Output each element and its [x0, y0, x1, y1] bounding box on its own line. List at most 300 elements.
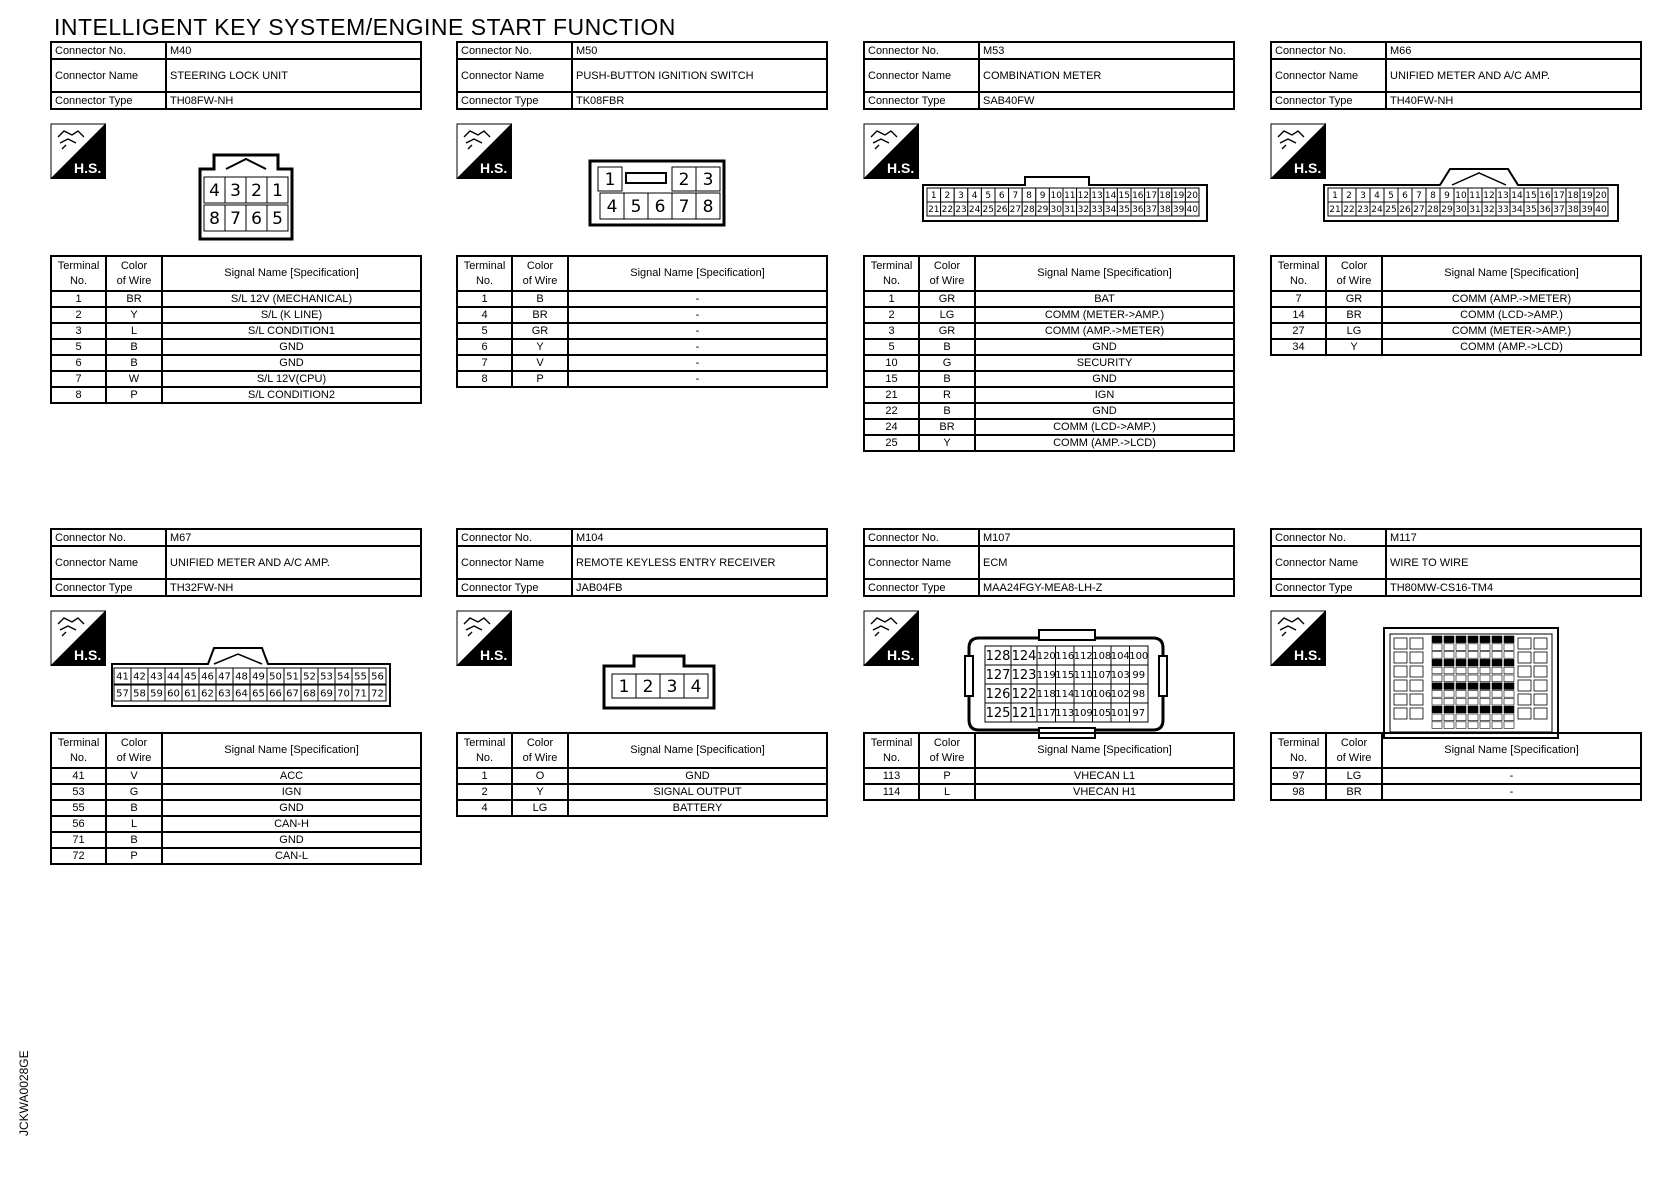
pin-label: 45 — [184, 671, 197, 683]
header-value-no: M117 — [1386, 529, 1641, 546]
pin-label: 114 — [1055, 689, 1075, 701]
col-signal: Signal Name [Specification] — [162, 733, 421, 768]
pin-label: 19 — [1172, 191, 1185, 202]
col-label: of Wire — [116, 751, 152, 764]
header-value-name: UNIFIED METER AND A/C AMP. — [166, 546, 421, 579]
hs-label: H.S. — [887, 647, 915, 663]
pin-label: 16 — [1539, 191, 1551, 202]
cell-terminal: 4 — [457, 800, 512, 816]
col-label: No. — [1289, 274, 1308, 287]
terminal-table — [863, 732, 1235, 801]
cell-signal: COMM (METER->AMP.) — [1382, 323, 1641, 339]
header-label: Connector Name — [864, 59, 979, 92]
pin-label: 15 — [1525, 191, 1537, 202]
cell-signal: CAN-L — [162, 848, 421, 864]
hs-label: H.S. — [480, 160, 508, 176]
pin-label: 28 — [1023, 205, 1035, 216]
pin-label: 59 — [150, 688, 163, 700]
cell-color: GR — [919, 323, 975, 339]
cell-signal: S/L 12V(CPU) — [162, 371, 421, 387]
col-label: of Wire — [116, 274, 152, 287]
cell-terminal: 2 — [864, 307, 919, 323]
cell-terminal: 7 — [457, 355, 512, 371]
pin-label: 42 — [133, 671, 146, 683]
header-label: Connector No. — [51, 529, 166, 546]
col-terminal-no — [864, 733, 919, 768]
cell-color: LG — [1326, 768, 1382, 784]
header-label: Connector Name — [51, 546, 166, 579]
col-terminal-no — [1271, 256, 1326, 291]
table-row — [864, 768, 1234, 784]
pin-label: 56 — [371, 671, 384, 683]
cell-color: L — [106, 816, 162, 832]
cell-color: BR — [1326, 784, 1382, 800]
pin-label: 34 — [1511, 205, 1523, 216]
table-row — [457, 784, 827, 800]
pin-label: 27 — [1413, 205, 1425, 216]
harness-side-icon — [863, 123, 919, 179]
table-row — [457, 307, 827, 323]
terminal-table — [1270, 255, 1642, 356]
table-row — [864, 371, 1234, 387]
table-row — [51, 307, 421, 323]
table-row — [1271, 323, 1641, 339]
pin-label: 2 — [642, 677, 654, 698]
connector-header — [863, 528, 1235, 597]
cell-signal: VHECAN H1 — [975, 784, 1234, 800]
pin-label: 12 — [1483, 191, 1495, 202]
pin-label: 23 — [955, 205, 967, 216]
table-row — [1271, 784, 1641, 800]
cell-terminal: 7 — [1271, 291, 1326, 307]
header-value-no: M66 — [1386, 42, 1641, 59]
cell-color: BR — [106, 291, 162, 307]
pin-label: 21 — [928, 205, 940, 216]
col-label: Color — [933, 736, 961, 749]
col-label: Color — [933, 259, 961, 272]
pin-label: 62 — [201, 688, 214, 700]
pin-label: 72 — [371, 688, 384, 700]
cell-signal: GND — [975, 403, 1234, 419]
cell-terminal: 2 — [457, 784, 512, 800]
cell-terminal: 1 — [457, 768, 512, 784]
table-row — [51, 816, 421, 832]
cell-color: GR — [919, 291, 975, 307]
harness-side-icon — [863, 610, 919, 666]
pin-label: 48 — [235, 671, 248, 683]
harness-side-icon — [1270, 610, 1326, 666]
terminal-table — [456, 255, 828, 388]
pin-label: 15 — [1118, 191, 1130, 202]
cell-signal: VHECAN L1 — [975, 768, 1234, 784]
col-color — [919, 256, 975, 291]
pin-label: 20 — [1595, 191, 1607, 202]
cell-signal: GND — [162, 339, 421, 355]
pin-label: 13 — [1497, 191, 1509, 202]
pin-label: 11 — [1064, 191, 1076, 202]
cell-terminal: 34 — [1271, 339, 1326, 355]
pin-label: 49 — [252, 671, 265, 683]
cell-color: B — [106, 355, 162, 371]
pin-label: 99 — [1132, 670, 1146, 682]
connector-block-m67 — [50, 528, 422, 862]
cell-terminal: 21 — [864, 387, 919, 403]
cell-color: Y — [919, 435, 975, 451]
pin-label: 112 — [1073, 651, 1093, 663]
pin-label: 39 — [1581, 205, 1593, 216]
cell-terminal: 114 — [864, 784, 919, 800]
cell-terminal: 1 — [457, 291, 512, 307]
cell-terminal: 53 — [51, 784, 106, 800]
terminal-table — [50, 732, 422, 865]
pin-label: 5 — [630, 197, 642, 218]
pin-label: 3 — [1360, 191, 1366, 202]
pin-label: 37 — [1553, 205, 1565, 216]
header-label: Connector Type — [457, 579, 572, 596]
pin-label: 118 — [1036, 689, 1056, 701]
cell-color: BR — [1326, 307, 1382, 323]
table-row — [51, 339, 421, 355]
header-value-name: PUSH-BUTTON IGNITION SWITCH — [572, 59, 827, 92]
pin-label: 22 — [941, 205, 954, 216]
pin-label: 32 — [1077, 205, 1090, 216]
table-row — [864, 355, 1234, 371]
cell-terminal: 14 — [1271, 307, 1326, 323]
table-row — [1271, 768, 1641, 784]
col-label: No. — [882, 751, 901, 764]
pin-label: 11 — [1469, 191, 1481, 202]
pin-label: 10 — [1455, 191, 1467, 202]
pin-label: 125 — [985, 706, 1011, 722]
cell-signal: COMM (AMP.->LCD) — [1382, 339, 1641, 355]
col-label: Terminal — [57, 736, 100, 749]
pin-label: 102 — [1110, 689, 1130, 701]
table-row — [1271, 307, 1641, 323]
pin-label: 53 — [320, 671, 333, 683]
col-terminal-no — [864, 256, 919, 291]
pin-label: 127 — [985, 668, 1011, 684]
pin-label: 2 — [944, 191, 951, 202]
col-label: No. — [1289, 751, 1308, 764]
col-label: of Wire — [522, 751, 558, 764]
connector-header — [456, 528, 828, 597]
pin-label: 17 — [1553, 191, 1565, 202]
header-label: Connector Type — [1271, 579, 1386, 596]
pin-label: 41 — [116, 671, 129, 683]
pin-label: 43 — [150, 671, 163, 683]
connector-header — [1270, 41, 1642, 110]
pin-label: 67 — [286, 688, 299, 700]
pin-label: 24 — [968, 205, 981, 216]
pin-label: 65 — [252, 688, 265, 700]
pin-label: 36 — [1539, 205, 1551, 216]
pin-label: 61 — [184, 688, 197, 700]
pin-label: 2 — [1346, 191, 1352, 202]
cell-signal: COMM (AMP.->METER) — [975, 323, 1234, 339]
pin-label: 57 — [116, 688, 129, 700]
pin-label: 40 — [1186, 205, 1198, 216]
col-signal: Signal Name [Specification] — [1382, 256, 1641, 291]
pin-label: 111 — [1073, 670, 1093, 682]
header-value-type: MAA24FGY-MEA8-LH-Z — [979, 579, 1234, 596]
header-label: Connector Type — [51, 579, 166, 596]
pin-label: 123 — [1011, 668, 1037, 684]
cell-terminal: 2 — [51, 307, 106, 323]
cell-color: G — [919, 355, 975, 371]
pin-label: 101 — [1110, 708, 1130, 720]
pin-label: 13 — [1091, 191, 1103, 202]
table-row — [51, 800, 421, 816]
pin-label: 38 — [1159, 205, 1171, 216]
connector-face — [602, 652, 722, 712]
table-row — [51, 371, 421, 387]
col-label: No. — [475, 274, 494, 287]
cell-color: P — [919, 768, 975, 784]
cell-signal: - — [568, 307, 827, 323]
pin-label: 1 — [272, 181, 283, 202]
cell-terminal: 3 — [51, 323, 106, 339]
pin-label: 3 — [702, 170, 714, 191]
cell-terminal: 10 — [864, 355, 919, 371]
cell-terminal: 7 — [51, 371, 106, 387]
terminal-table — [456, 732, 828, 817]
header-value-no: M53 — [979, 42, 1234, 59]
cell-signal: SECURITY — [975, 355, 1234, 371]
pin-label: 4 — [209, 181, 220, 202]
col-signal: Signal Name [Specification] — [975, 733, 1234, 768]
pin-label: 26 — [996, 205, 1008, 216]
table-row — [457, 323, 827, 339]
table-row — [51, 784, 421, 800]
col-label: Terminal — [1277, 259, 1320, 272]
header-label: Connector Name — [51, 59, 166, 92]
cell-color: B — [919, 371, 975, 387]
cell-terminal: 71 — [51, 832, 106, 848]
cell-color: Y — [512, 784, 568, 800]
col-label: Color — [526, 259, 554, 272]
pin-label: 55 — [354, 671, 367, 683]
cell-signal: - — [568, 355, 827, 371]
cell-terminal: 41 — [51, 768, 106, 784]
cell-color: P — [106, 387, 162, 403]
cell-signal: COMM (METER->AMP.) — [975, 307, 1234, 323]
pin-label: 124 — [1011, 649, 1037, 665]
pin-label: 12 — [1077, 191, 1090, 202]
terminal-table — [50, 255, 422, 404]
col-label: No. — [69, 751, 88, 764]
cell-color: Y — [106, 307, 162, 323]
pin-label: 52 — [303, 671, 316, 683]
pin-label: 104 — [1110, 651, 1130, 663]
pin-label: 98 — [1132, 689, 1146, 701]
table-row — [51, 832, 421, 848]
header-label: Connector Type — [864, 92, 979, 109]
cell-color: O — [512, 768, 568, 784]
header-label: Connector Type — [864, 579, 979, 596]
table-row — [51, 355, 421, 371]
connector-face — [196, 147, 296, 247]
pin-label: 25 — [982, 205, 994, 216]
pin-label: 33 — [1091, 205, 1103, 216]
pin-label: 25 — [1385, 205, 1397, 216]
table-row — [51, 848, 421, 864]
cell-signal: GND — [975, 339, 1234, 355]
header-label: Connector No. — [1271, 42, 1386, 59]
pin-label: 33 — [1497, 205, 1509, 216]
pin-label: 70 — [337, 688, 350, 700]
header-value-name: REMOTE KEYLESS ENTRY RECEIVER — [572, 546, 827, 579]
cell-signal: S/L CONDITION1 — [162, 323, 421, 339]
header-label: Connector Name — [457, 546, 572, 579]
cell-terminal: 97 — [1271, 768, 1326, 784]
cell-color: B — [512, 291, 568, 307]
cell-color: Y — [1326, 339, 1382, 355]
col-color — [512, 256, 568, 291]
pin-label: 6 — [1402, 191, 1408, 202]
col-label: of Wire — [1336, 751, 1372, 764]
pin-label: 44 — [167, 671, 180, 683]
cell-terminal: 15 — [864, 371, 919, 387]
pin-label: 4 — [690, 677, 702, 698]
pin-label: 35 — [1118, 205, 1130, 216]
connector-block-m107 — [863, 528, 1235, 798]
header-label: Connector No. — [51, 42, 166, 59]
col-label: of Wire — [929, 751, 965, 764]
col-terminal-no — [1271, 733, 1326, 768]
pin-label: 35 — [1525, 205, 1537, 216]
pin-label: 17 — [1145, 191, 1158, 202]
connector-header — [50, 41, 422, 110]
col-label: Terminal — [870, 259, 913, 272]
col-label: Color — [526, 736, 554, 749]
pin-label: 63 — [218, 688, 231, 700]
cell-signal: S/L (K LINE) — [162, 307, 421, 323]
cell-signal: S/L CONDITION2 — [162, 387, 421, 403]
cell-signal: - — [568, 291, 827, 307]
col-label: Color — [120, 736, 148, 749]
pin-label: 7 — [678, 197, 690, 218]
table-row — [1271, 291, 1641, 307]
pin-label: 103 — [1110, 670, 1130, 682]
cell-signal: CAN-H — [162, 816, 421, 832]
connector-face — [1382, 624, 1562, 744]
cell-terminal: 1 — [51, 291, 106, 307]
pin-label: 106 — [1092, 689, 1112, 701]
col-label: Terminal — [463, 736, 506, 749]
cell-signal: - — [568, 371, 827, 387]
cell-color: LG — [919, 307, 975, 323]
pin-label: 8 — [1430, 191, 1436, 202]
page-title: INTELLIGENT KEY SYSTEM/ENGINE START FUNCTION — [54, 14, 676, 40]
cell-signal: GND — [162, 832, 421, 848]
pin-label: 107 — [1092, 670, 1112, 682]
cell-terminal: 4 — [457, 307, 512, 323]
cell-color: V — [106, 768, 162, 784]
cell-color: W — [106, 371, 162, 387]
header-value-type: TH32FW-NH — [166, 579, 421, 596]
header-label: Connector Name — [1271, 59, 1386, 92]
table-row — [864, 291, 1234, 307]
pin-label: 4 — [606, 197, 618, 218]
pin-label: 32 — [1483, 205, 1495, 216]
cell-color: BR — [512, 307, 568, 323]
table-row — [1271, 339, 1641, 355]
col-signal: Signal Name [Specification] — [568, 256, 827, 291]
header-value-type: TH40FW-NH — [1386, 92, 1641, 109]
pin-label: 7 — [230, 209, 241, 230]
pin-label: 8 — [1026, 191, 1032, 202]
cell-terminal: 113 — [864, 768, 919, 784]
pin-label: 14 — [1104, 191, 1117, 202]
cell-color: LG — [1326, 323, 1382, 339]
pin-label: 116 — [1055, 651, 1075, 663]
table-row — [457, 291, 827, 307]
pin-label: 64 — [235, 688, 248, 700]
table-row — [457, 768, 827, 784]
col-color — [512, 733, 568, 768]
header-label: Connector No. — [457, 529, 572, 546]
connector-face — [588, 159, 728, 229]
header-value-name: ECM — [979, 546, 1234, 579]
pin-label: 3 — [958, 191, 964, 202]
pin-label: 9 — [1039, 191, 1046, 202]
pin-label: 60 — [167, 688, 180, 700]
col-terminal-no — [51, 256, 106, 291]
table-row — [864, 784, 1234, 800]
table-row — [864, 435, 1234, 451]
hs-label: H.S. — [1294, 160, 1322, 176]
header-value-type: TH80MW-CS16-TM4 — [1386, 579, 1641, 596]
side-code-text: JCKWA0028GE — [17, 1050, 31, 1136]
hs-label: H.S. — [887, 160, 915, 176]
connector-block-m40 — [50, 41, 422, 401]
pin-label: 2 — [678, 170, 690, 191]
cell-signal: COMM (LCD->AMP.) — [1382, 307, 1641, 323]
cell-signal: IGN — [975, 387, 1234, 403]
harness-side-icon — [50, 123, 106, 179]
pin-label: 36 — [1132, 205, 1144, 216]
pin-label: 28 — [1427, 205, 1439, 216]
pin-label: 10 — [1050, 191, 1062, 202]
cell-color: Y — [512, 339, 568, 355]
col-label: Color — [1340, 259, 1368, 272]
pin-label: 29 — [1441, 205, 1453, 216]
pin-label: 3 — [666, 677, 678, 698]
cell-signal: - — [1382, 784, 1641, 800]
cell-signal: GND — [568, 768, 827, 784]
col-signal: Signal Name [Specification] — [162, 256, 421, 291]
harness-side-icon — [50, 610, 106, 666]
cell-signal: COMM (LCD->AMP.) — [975, 419, 1234, 435]
cell-signal: BAT — [975, 291, 1234, 307]
cell-color: P — [512, 371, 568, 387]
cell-signal: ACC — [162, 768, 421, 784]
header-label: Connector No. — [864, 42, 979, 59]
pin-label: 27 — [1009, 205, 1022, 216]
cell-signal: GND — [975, 371, 1234, 387]
cell-color: G — [106, 784, 162, 800]
cell-color: P — [106, 848, 162, 864]
pin-label: 4 — [1374, 191, 1380, 202]
pin-label: 24 — [1371, 205, 1383, 216]
col-label: No. — [882, 274, 901, 287]
header-label: Connector No. — [864, 529, 979, 546]
header-label: Connector Type — [457, 92, 572, 109]
pin-label: 50 — [269, 671, 282, 683]
cell-terminal: 5 — [864, 339, 919, 355]
cell-color: BR — [919, 419, 975, 435]
cell-terminal: 3 — [864, 323, 919, 339]
